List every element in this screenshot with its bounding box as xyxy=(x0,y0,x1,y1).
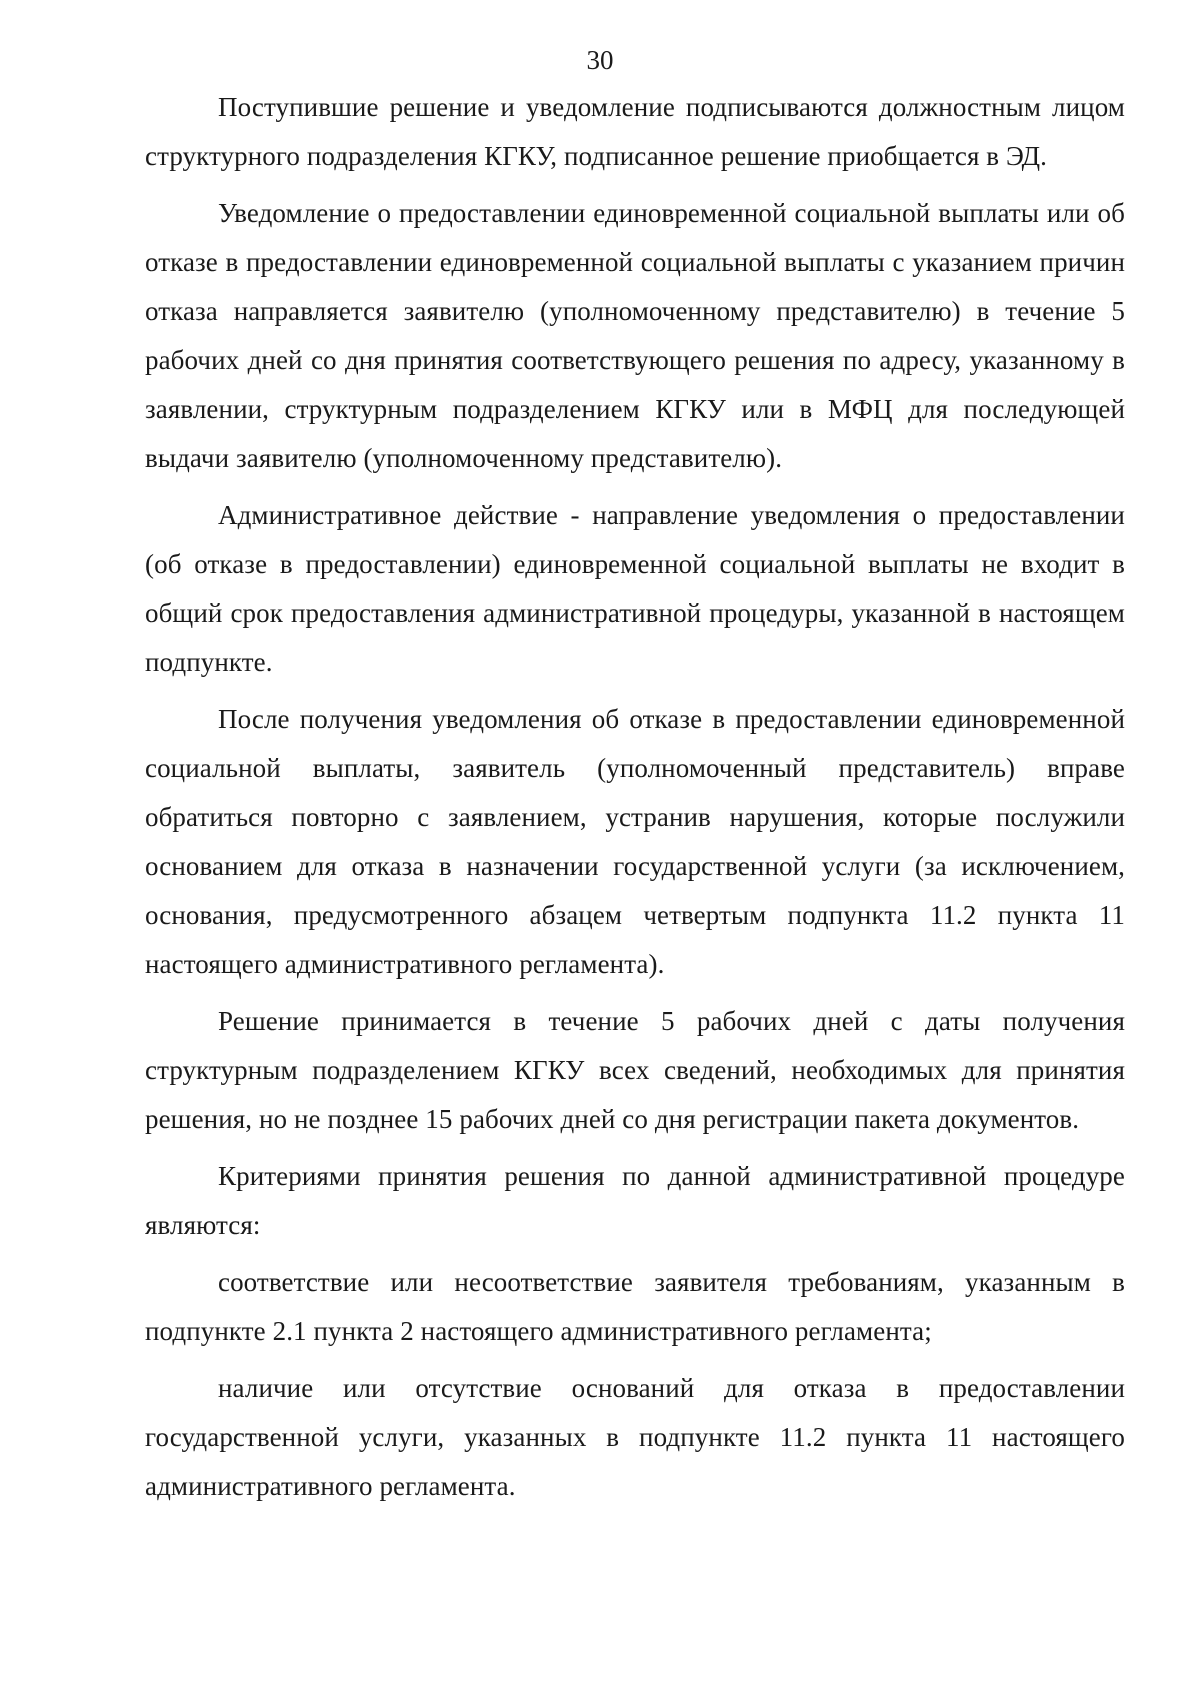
paragraph-criterion-compliance: соответствие или несоответствие заявителя требованиям, указанным в подпункте 2.1 пункта 2 настоящего административного регламента; xyxy=(145,1267,1125,1346)
paragraph-notification-sending: Уведомление о предоставлении единовременной социальной выплаты или об отказе в предоставлении единовременной социальной выплаты с указанием причин отказа направляется заявителю (уполномоченному представителю) в течение 5 рабочих дней со дня принятия соответствующего решения по адресу, указанному в заявлении, структурным подразделением КГКУ или в МФЦ для последующей выдачи заявителю (уполномоченному представителю). xyxy=(145,198,1125,473)
paragraph-repeat-application: После получения уведомления об отказе в предоставлении единовременной социальной выплаты, заявитель (уполномоченный представитель) вправе обратиться повторно с заявлением, устранив нарушения, которые послужили основанием для отказа в назначении государственной услуги (за исключением, основания, предусмотренного абзацем четвертым подпункта 11.2 пункта 11 настоящего административного регламента). xyxy=(145,704,1125,979)
page-number: 30 xyxy=(586,45,614,75)
paragraph-decision-deadline: Решение принимается в течение 5 рабочих дней с даты получения структурным подразделением КГКУ всех сведений, необходимых для принятия решения, но не позднее 15 рабочих дней со дня регистрации пакета документов. xyxy=(145,1006,1125,1134)
paragraph-criterion-refusal-grounds: наличие или отсутствие оснований для отказа в предоставлении государственной услуги, указанных в подпункте 11.2 пункта 11 настоящего административного регламента. xyxy=(145,1373,1125,1501)
paragraph-decision-signing: Поступившие решение и уведомление подписываются должностным лицом структурного подразделения КГКУ, подписанное решение приобщается в ЭД. xyxy=(145,92,1125,171)
document-body xyxy=(145,83,1125,1519)
paragraph-criteria-intro: Критериями принятия решения по данной административной процедуре являются: xyxy=(145,1161,1125,1240)
paragraph-administrative-action: Административное действие - направление уведомления о предоставлении (об отказе в предоставлении) единовременной социальной выплаты не входит в общий срок предоставления административной процедуры, указанной в настоящем подпункте. xyxy=(145,500,1125,677)
